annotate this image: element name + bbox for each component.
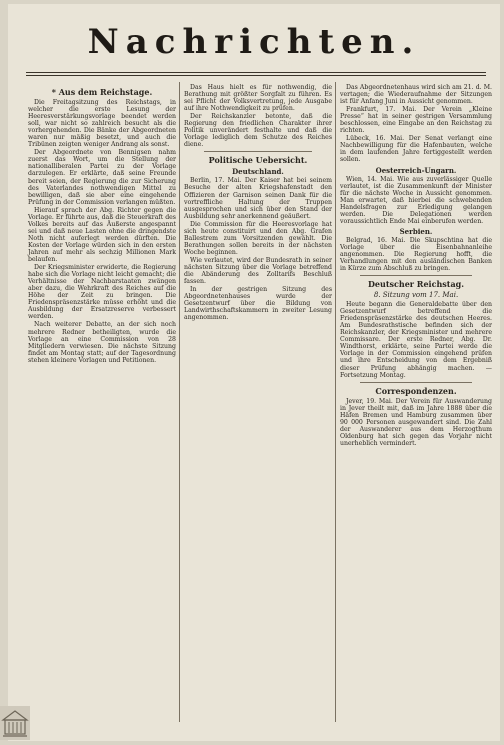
oesterreich-subheading: Oesterreich-Ungarn. <box>375 165 457 175</box>
news-item: Heute begann die Generaldebatte über den Gesetzentwurf betreffend die Friedenspräsenzstärke des deutschen Heeres. Am Bundesrathstische befinden sich der Reichskanzler, der Kriegsminister und mehrere Commissare. Der erste Redner, Abg. Dr. Windthorst, erklärte, seine Partei werde die Vorlage in der Commission eingehend prüfen und ihre Entscheidung von dem Ergebniß dieser Prüfung abhängig machen. — Fortsetzung Montag. <box>340 301 492 379</box>
politische-uebersicht-heading: Politische Uebersicht. <box>208 155 308 166</box>
column-2 <box>184 84 332 322</box>
reichstag-heading: * Aus dem Reichstage. <box>51 87 153 97</box>
correspondenzen-heading: Correspondenzen. <box>375 385 457 396</box>
masthead-rule-top <box>26 72 486 73</box>
section-separator <box>360 382 472 383</box>
paragraph: Das Haus hielt es für nothwendig, die Berathung mit größter Sorgfalt zu führen. Es sei Pflicht der Volksvertretung, jede Ausgabe auf ihre Nothwendigkeit zu prüfen. <box>184 84 332 113</box>
deutschland-subheading: Deutschland. <box>232 167 284 177</box>
news-item: Wien, 14. Mai. Wie aus zuverlässiger Quelle verlautet, ist die Zusammenkunft der Minister für die nächste Woche in Aussicht genommen. Man erwartet, daß hierbei die schwebenden Handelsfragen zur Erledigung gelangen werden. Die Delegationen werden voraussichtlich Ende Mai einberufen werden. <box>340 175 492 225</box>
paragraph: Die Freitagsitzung des Reichstags, in welcher die erste Lesung der Heeresverstärkungsvorlage beendet werden soll, war nicht so zahlreich besucht als die vorhergehenden. Die Bänke der Abgeordneten waren nur mäßig besetzt, und auch die Tribünen zeigten weniger Andrang als sonst. <box>28 99 176 149</box>
newspaper-page <box>8 4 500 741</box>
news-item: Jever, 19. Mai. Der Verein für Auswanderung in Jever theilt mit, daß im Jahre 1888 über die Häfen Bremen und Hamburg zusammen über 90 000 Personen ausgewandert sind. Die Zahl der Auswanderer aus dem Herzogthum Oldenburg hat sich gegen das Vorjahr nicht unerheblich vermindert. <box>340 397 492 447</box>
news-item: Belgrad, 16. Mai. Die Skupschtina hat die Vorlage über die Eisenbahnanleihe angenommen. Die Regierung hofft, die Verhandlungen mit den ausländischen Banken in Kürze zum Abschluß zu bringen. <box>340 236 492 273</box>
paragraph: Der Abgeordnete von Bennigsen nahm zuerst das Wort, um die Stellung der nationalliberalen Partei zu der Vorlage darzulegen. Er erklärte, daß seine Freunde bereit seien, der Regierung die zur Sicherung des Vaterlandes nothwendigen Mittel zu bewilligen, daß sie aber eine eingehende Prüfung in der Commission verlangen müßten. <box>28 149 176 206</box>
paragraph: Frankfurt, 17. Mai. Der Verein „Kleine Presse“ hat in seiner gestrigen Versammlung beschlossen, eine Eingabe an den Reichstag zu richten. <box>340 106 492 135</box>
paragraph: Lübeck, 16. Mai. Der Senat verlangt eine Nachbewilligung für die Hafenbauten, welche in dem laufenden Jahre fertiggestellt werden sollen. <box>340 135 492 164</box>
news-item: In der gestrigen Sitzung des Abgeordnetenhauses wurde der Gesetzentwurf über die Bildung von Landwirthschaftskammern in zweiter Lesung angenommen. <box>184 286 332 322</box>
news-item: Berlin, 17. Mai. Der Kaiser hat bei seinem Besuche der alten Kriegshafenstadt den Offizieren der Garnison seinen Dank für die vortreffliche Haltung der Truppen ausgesprochen und sich über den Stand der Ausbildung sehr anerkennend geäußert. <box>184 177 332 220</box>
masthead-title: Nachrichten. <box>87 22 421 62</box>
column-1 <box>28 84 176 365</box>
section-separator <box>204 151 312 152</box>
paragraph: Der Kriegsminister erwiderte, die Regierung habe sich die Vorlage nicht leicht gemacht; die Verhältnisse der Nachbarstaaten zwängen aber dazu, die Wehrkraft des Reiches auf die Höhe der Zeit zu bringen. Die Friedenspräsenzstärke müsse erhöht und die Ausbildung der Ersatzreserve verbessert werden. <box>28 264 176 321</box>
section-separator <box>360 275 472 276</box>
masthead-rule-bottom <box>26 75 486 76</box>
serbien-subheading: Serbien. <box>399 226 433 236</box>
paragraph: Nach weiterer Debatte, an der sich noch mehrere Redner betheiligten, wurde die Vorlage an eine Commission von 28 Mitgliedern verwiesen. Die nächste Sitzung findet am Montag statt; auf der Tagesordnung stehen kleinere Vorlagen und Petitionen. <box>28 321 176 364</box>
paragraph: Hierauf sprach der Abg. Richter gegen die Vorlage. Er führte aus, daß die Steuerkraft des Volkes bereits auf das Äußerste angespannt sei und daß neue Lasten ohne die dringendste Noth nicht auferlegt werden dürften. Die Kosten der Vorlage würden sich in den ersten Jahren auf mehr als sechzig Millionen Mark belaufen. <box>28 206 176 264</box>
column-divider-1 <box>179 82 180 722</box>
session-line: 8. Sitzung vom 17. Mai. <box>373 291 459 300</box>
column-3 <box>340 84 492 448</box>
column-divider-2 <box>335 82 336 722</box>
news-item: Die Commission für die Heeresvorlage hat sich heute constituirt und den Abg. Grafen Ballestrem zum Vorsitzenden gewählt. Die Berathungen sollen bereits in der nächsten Woche beginnen. <box>184 220 332 256</box>
paragraph: Das Abgeordnetenhaus wird sich am 21. d. M. vertagen; die Wiederaufnahme der Sitzungen ist für Anfang Juni in Aussicht genommen. <box>340 84 492 106</box>
paragraph: Der Reichskanzler betonte, daß die Regierung den friedlichen Charakter ihrer Politik unverändert festhalte und daß die Vorlage lediglich dem Schutze des Reiches diene. <box>184 113 332 149</box>
news-item: Wie verlautet, wird der Bundesrath in seiner nächsten Sitzung über die Vorlage betreffend die Abänderung des Zolltarifs Beschluß fassen. <box>184 256 332 286</box>
deutscher-reichstag-heading: Deutscher Reichstag. <box>367 279 465 290</box>
library-stamp-icon <box>0 706 30 740</box>
